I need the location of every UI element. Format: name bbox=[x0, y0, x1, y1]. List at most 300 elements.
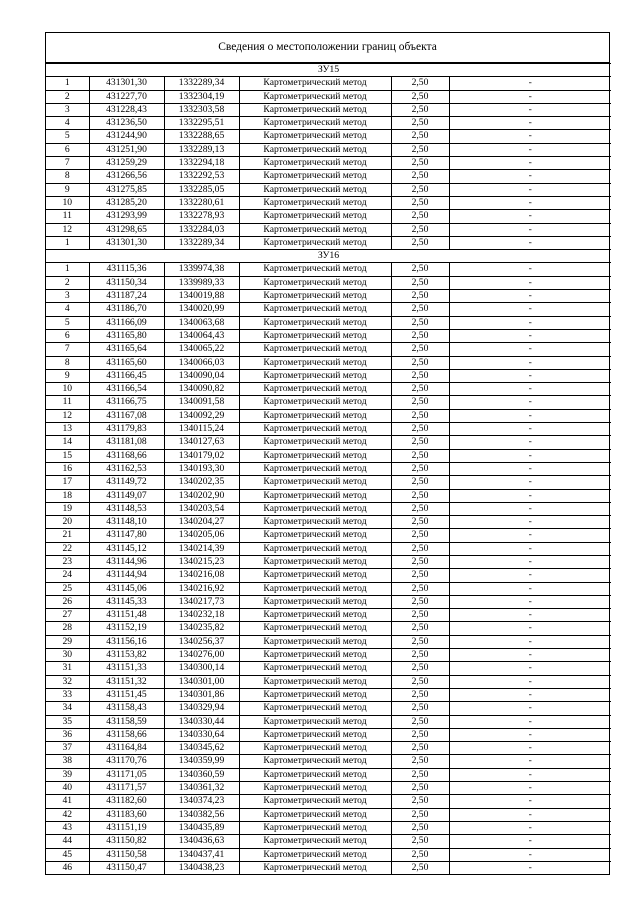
table-row bbox=[46, 396, 611, 409]
table-row bbox=[46, 768, 611, 781]
y-coordinate-cell: 1340202,90 bbox=[164, 489, 239, 502]
y-coordinate-cell: 1340217,73 bbox=[164, 595, 239, 608]
description-cell: - bbox=[449, 702, 611, 715]
x-coordinate-cell: 431301,30 bbox=[89, 77, 164, 90]
method-cell: Картометрический метод bbox=[239, 516, 391, 529]
point-number-cell: 8 bbox=[46, 356, 89, 369]
y-coordinate-cell: 1340329,94 bbox=[164, 702, 239, 715]
accuracy-cell: 2,50 bbox=[391, 369, 449, 382]
x-coordinate-cell: 431147,80 bbox=[89, 529, 164, 542]
method-cell: Картометрический метод bbox=[239, 436, 391, 449]
point-number-cell: 28 bbox=[46, 622, 89, 635]
table-row bbox=[46, 210, 611, 223]
method-cell: Картометрический метод bbox=[239, 449, 391, 462]
description-cell: - bbox=[449, 383, 611, 396]
point-number-cell: 8 bbox=[46, 170, 89, 183]
table-row bbox=[46, 462, 611, 475]
y-coordinate-cell: 1340301,00 bbox=[164, 675, 239, 688]
description-cell: - bbox=[449, 529, 611, 542]
method-cell: Картометрический метод bbox=[239, 117, 391, 130]
accuracy-cell: 2,50 bbox=[391, 516, 449, 529]
coordinates-table bbox=[46, 63, 611, 874]
x-coordinate-cell: 431153,82 bbox=[89, 649, 164, 662]
method-cell: Картометрический метод bbox=[239, 276, 391, 289]
description-cell: - bbox=[449, 476, 611, 489]
point-number-cell: 37 bbox=[46, 742, 89, 755]
x-coordinate-cell: 431145,06 bbox=[89, 582, 164, 595]
table-row bbox=[46, 130, 611, 143]
y-coordinate-cell: 1340256,37 bbox=[164, 635, 239, 648]
method-cell: Картометрический метод bbox=[239, 649, 391, 662]
description-cell: - bbox=[449, 303, 611, 316]
y-coordinate-cell: 1340216,92 bbox=[164, 582, 239, 595]
y-coordinate-cell: 1340202,35 bbox=[164, 476, 239, 489]
description-cell: - bbox=[449, 609, 611, 622]
point-number-cell: 4 bbox=[46, 117, 89, 130]
description-cell: - bbox=[449, 542, 611, 555]
table-row bbox=[46, 343, 611, 356]
table-row bbox=[46, 662, 611, 675]
x-coordinate-cell: 431182,60 bbox=[89, 795, 164, 808]
point-number-cell: 23 bbox=[46, 555, 89, 568]
table-row bbox=[46, 476, 611, 489]
point-number-cell: 27 bbox=[46, 609, 89, 622]
method-cell: Картометрический метод bbox=[239, 423, 391, 436]
x-coordinate-cell: 431151,19 bbox=[89, 821, 164, 834]
y-coordinate-cell: 1340435,89 bbox=[164, 821, 239, 834]
accuracy-cell: 2,50 bbox=[391, 157, 449, 170]
x-coordinate-cell: 431187,24 bbox=[89, 290, 164, 303]
description-cell: - bbox=[449, 90, 611, 103]
x-coordinate-cell: 431285,20 bbox=[89, 196, 164, 209]
table-row bbox=[46, 649, 611, 662]
method-cell: Картометрический метод bbox=[239, 529, 391, 542]
method-cell: Картометрический метод bbox=[239, 848, 391, 861]
description-cell: - bbox=[449, 409, 611, 422]
accuracy-cell: 2,50 bbox=[391, 90, 449, 103]
method-cell: Картометрический метод bbox=[239, 755, 391, 768]
method-cell: Картометрический метод bbox=[239, 316, 391, 329]
description-cell: - bbox=[449, 649, 611, 662]
description-cell: - bbox=[449, 502, 611, 515]
x-coordinate-cell: 431165,64 bbox=[89, 343, 164, 356]
point-number-cell: 25 bbox=[46, 582, 89, 595]
x-coordinate-cell: 431149,72 bbox=[89, 476, 164, 489]
accuracy-cell: 2,50 bbox=[391, 808, 449, 821]
accuracy-cell: 2,50 bbox=[391, 143, 449, 156]
method-cell: Картометрический метод bbox=[239, 835, 391, 848]
y-coordinate-cell: 1340193,30 bbox=[164, 462, 239, 475]
x-coordinate-cell: 431266,56 bbox=[89, 170, 164, 183]
point-number-cell: 19 bbox=[46, 502, 89, 515]
y-coordinate-cell: 1340204,27 bbox=[164, 516, 239, 529]
point-number-cell: 9 bbox=[46, 183, 89, 196]
point-number-cell: 13 bbox=[46, 423, 89, 436]
table-row bbox=[46, 90, 611, 103]
table-row bbox=[46, 742, 611, 755]
description-cell: - bbox=[449, 436, 611, 449]
method-cell: Картометрический метод bbox=[239, 369, 391, 382]
y-coordinate-cell: 1340064,43 bbox=[164, 329, 239, 342]
x-coordinate-cell: 431293,99 bbox=[89, 210, 164, 223]
accuracy-cell: 2,50 bbox=[391, 77, 449, 90]
method-cell: Картометрический метод bbox=[239, 609, 391, 622]
description-cell: - bbox=[449, 835, 611, 848]
table-row bbox=[46, 702, 611, 715]
description-cell: - bbox=[449, 290, 611, 303]
point-number-cell: 18 bbox=[46, 489, 89, 502]
x-coordinate-cell: 431144,96 bbox=[89, 555, 164, 568]
x-coordinate-cell: 431158,66 bbox=[89, 728, 164, 741]
point-number-cell: 6 bbox=[46, 329, 89, 342]
table-row bbox=[46, 595, 611, 608]
method-cell: Картометрический метод bbox=[239, 303, 391, 316]
method-cell: Картометрический метод bbox=[239, 635, 391, 648]
x-coordinate-cell: 431152,19 bbox=[89, 622, 164, 635]
point-number-cell: 1 bbox=[46, 263, 89, 276]
point-number-cell: 22 bbox=[46, 542, 89, 555]
description-cell: - bbox=[449, 143, 611, 156]
y-coordinate-cell: 1340066,03 bbox=[164, 356, 239, 369]
point-number-cell: 11 bbox=[46, 210, 89, 223]
table-row bbox=[46, 183, 611, 196]
description-cell: - bbox=[449, 196, 611, 209]
description-cell: - bbox=[449, 675, 611, 688]
y-coordinate-cell: 1340090,04 bbox=[164, 369, 239, 382]
table-row bbox=[46, 516, 611, 529]
accuracy-cell: 2,50 bbox=[391, 183, 449, 196]
y-coordinate-cell: 1340063,68 bbox=[164, 316, 239, 329]
description-cell: - bbox=[449, 728, 611, 741]
table-row bbox=[46, 555, 611, 568]
description-cell: - bbox=[449, 223, 611, 236]
section-name: ЗУ16 bbox=[46, 250, 611, 263]
accuracy-cell: 2,50 bbox=[391, 343, 449, 356]
y-coordinate-cell: 1340361,32 bbox=[164, 782, 239, 795]
description-cell: - bbox=[449, 569, 611, 582]
point-number-cell: 7 bbox=[46, 343, 89, 356]
x-coordinate-cell: 431150,34 bbox=[89, 276, 164, 289]
accuracy-cell: 2,50 bbox=[391, 569, 449, 582]
x-coordinate-cell: 431148,53 bbox=[89, 502, 164, 515]
point-number-cell: 5 bbox=[46, 130, 89, 143]
table-row bbox=[46, 449, 611, 462]
point-number-cell: 10 bbox=[46, 196, 89, 209]
table-row bbox=[46, 688, 611, 701]
description-cell: - bbox=[449, 662, 611, 675]
accuracy-cell: 2,50 bbox=[391, 290, 449, 303]
method-cell: Картометрический метод bbox=[239, 130, 391, 143]
accuracy-cell: 2,50 bbox=[391, 861, 449, 874]
accuracy-cell: 2,50 bbox=[391, 795, 449, 808]
description-cell: - bbox=[449, 715, 611, 728]
accuracy-cell: 2,50 bbox=[391, 529, 449, 542]
accuracy-cell: 2,50 bbox=[391, 303, 449, 316]
point-number-cell: 33 bbox=[46, 688, 89, 701]
y-coordinate-cell: 1340115,24 bbox=[164, 423, 239, 436]
accuracy-cell: 2,50 bbox=[391, 130, 449, 143]
x-coordinate-cell: 431151,48 bbox=[89, 609, 164, 622]
table-row bbox=[46, 821, 611, 834]
method-cell: Картометрический метод bbox=[239, 223, 391, 236]
x-coordinate-cell: 431150,58 bbox=[89, 848, 164, 861]
table-row bbox=[46, 609, 611, 622]
description-cell: - bbox=[449, 742, 611, 755]
description-cell: - bbox=[449, 622, 611, 635]
table-row bbox=[46, 383, 611, 396]
point-number-cell: 24 bbox=[46, 569, 89, 582]
y-coordinate-cell: 1340330,44 bbox=[164, 715, 239, 728]
description-cell: - bbox=[449, 449, 611, 462]
table-row bbox=[46, 569, 611, 582]
y-coordinate-cell: 1340215,23 bbox=[164, 555, 239, 568]
accuracy-cell: 2,50 bbox=[391, 436, 449, 449]
section-name: ЗУ15 bbox=[46, 64, 611, 77]
table-row bbox=[46, 675, 611, 688]
description-cell: - bbox=[449, 582, 611, 595]
point-number-cell: 4 bbox=[46, 303, 89, 316]
accuracy-cell: 2,50 bbox=[391, 582, 449, 595]
x-coordinate-cell: 431167,08 bbox=[89, 409, 164, 422]
table-row bbox=[46, 316, 611, 329]
y-coordinate-cell: 1340091,58 bbox=[164, 396, 239, 409]
description-cell: - bbox=[449, 861, 611, 874]
point-number-cell: 6 bbox=[46, 143, 89, 156]
point-number-cell: 20 bbox=[46, 516, 89, 529]
y-coordinate-cell: 1340382,56 bbox=[164, 808, 239, 821]
point-number-cell: 7 bbox=[46, 157, 89, 170]
x-coordinate-cell: 431251,90 bbox=[89, 143, 164, 156]
x-coordinate-cell: 431183,60 bbox=[89, 808, 164, 821]
description-cell: - bbox=[449, 183, 611, 196]
point-number-cell: 39 bbox=[46, 768, 89, 781]
description-cell: - bbox=[449, 821, 611, 834]
accuracy-cell: 2,50 bbox=[391, 103, 449, 116]
x-coordinate-cell: 431275,85 bbox=[89, 183, 164, 196]
y-coordinate-cell: 1340020,99 bbox=[164, 303, 239, 316]
y-coordinate-cell: 1340127,63 bbox=[164, 436, 239, 449]
table-row bbox=[46, 157, 611, 170]
table-row bbox=[46, 436, 611, 449]
accuracy-cell: 2,50 bbox=[391, 316, 449, 329]
method-cell: Картометрический метод bbox=[239, 183, 391, 196]
accuracy-cell: 2,50 bbox=[391, 542, 449, 555]
description-cell: - bbox=[449, 236, 611, 249]
description-cell: - bbox=[449, 808, 611, 821]
method-cell: Картометрический метод bbox=[239, 462, 391, 475]
method-cell: Картометрический метод bbox=[239, 795, 391, 808]
method-cell: Картометрический метод bbox=[239, 662, 391, 675]
description-cell: - bbox=[449, 369, 611, 382]
accuracy-cell: 2,50 bbox=[391, 276, 449, 289]
accuracy-cell: 2,50 bbox=[391, 675, 449, 688]
table-row bbox=[46, 290, 611, 303]
accuracy-cell: 2,50 bbox=[391, 383, 449, 396]
x-coordinate-cell: 431244,90 bbox=[89, 130, 164, 143]
table-row bbox=[46, 196, 611, 209]
point-number-cell: 16 bbox=[46, 462, 89, 475]
point-number-cell: 15 bbox=[46, 449, 89, 462]
y-coordinate-cell: 1340090,82 bbox=[164, 383, 239, 396]
point-number-cell: 5 bbox=[46, 316, 89, 329]
method-cell: Картометрический метод bbox=[239, 582, 391, 595]
description-cell: - bbox=[449, 795, 611, 808]
x-coordinate-cell: 431179,83 bbox=[89, 423, 164, 436]
table-row bbox=[46, 728, 611, 741]
accuracy-cell: 2,50 bbox=[391, 782, 449, 795]
x-coordinate-cell: 431165,60 bbox=[89, 356, 164, 369]
x-coordinate-cell: 431149,07 bbox=[89, 489, 164, 502]
method-cell: Картометрический метод bbox=[239, 383, 391, 396]
accuracy-cell: 2,50 bbox=[391, 742, 449, 755]
accuracy-cell: 2,50 bbox=[391, 622, 449, 635]
table-row bbox=[46, 409, 611, 422]
x-coordinate-cell: 431171,05 bbox=[89, 768, 164, 781]
point-number-cell: 45 bbox=[46, 848, 89, 861]
method-cell: Картометрический метод bbox=[239, 542, 391, 555]
method-cell: Картометрический метод bbox=[239, 329, 391, 342]
accuracy-cell: 2,50 bbox=[391, 462, 449, 475]
method-cell: Картометрический метод bbox=[239, 103, 391, 116]
x-coordinate-cell: 431151,33 bbox=[89, 662, 164, 675]
y-coordinate-cell: 1340232,18 bbox=[164, 609, 239, 622]
method-cell: Картометрический метод bbox=[239, 489, 391, 502]
table-row bbox=[46, 529, 611, 542]
method-cell: Картометрический метод bbox=[239, 263, 391, 276]
y-coordinate-cell: 1339974,38 bbox=[164, 263, 239, 276]
accuracy-cell: 2,50 bbox=[391, 649, 449, 662]
description-cell: - bbox=[449, 356, 611, 369]
table-row bbox=[46, 303, 611, 316]
y-coordinate-cell: 1340300,14 bbox=[164, 662, 239, 675]
x-coordinate-cell: 431298,65 bbox=[89, 223, 164, 236]
method-cell: Картометрический метод bbox=[239, 595, 391, 608]
x-coordinate-cell: 431236,50 bbox=[89, 117, 164, 130]
x-coordinate-cell: 431151,32 bbox=[89, 675, 164, 688]
x-coordinate-cell: 431227,70 bbox=[89, 90, 164, 103]
description-cell: - bbox=[449, 768, 611, 781]
accuracy-cell: 2,50 bbox=[391, 117, 449, 130]
y-coordinate-cell: 1332278,93 bbox=[164, 210, 239, 223]
y-coordinate-cell: 1332280,61 bbox=[164, 196, 239, 209]
x-coordinate-cell: 431228,43 bbox=[89, 103, 164, 116]
point-number-cell: 35 bbox=[46, 715, 89, 728]
y-coordinate-cell: 1332289,34 bbox=[164, 236, 239, 249]
method-cell: Картометрический метод bbox=[239, 622, 391, 635]
method-cell: Картометрический метод bbox=[239, 143, 391, 156]
y-coordinate-cell: 1332294,18 bbox=[164, 157, 239, 170]
point-number-cell: 43 bbox=[46, 821, 89, 834]
boundary-document bbox=[45, 32, 610, 875]
method-cell: Картометрический метод bbox=[239, 821, 391, 834]
y-coordinate-cell: 1332285,05 bbox=[164, 183, 239, 196]
accuracy-cell: 2,50 bbox=[391, 489, 449, 502]
x-coordinate-cell: 431164,84 bbox=[89, 742, 164, 755]
y-coordinate-cell: 1340345,62 bbox=[164, 742, 239, 755]
description-cell: - bbox=[449, 77, 611, 90]
x-coordinate-cell: 431115,36 bbox=[89, 263, 164, 276]
table-row bbox=[46, 117, 611, 130]
description-cell: - bbox=[449, 423, 611, 436]
x-coordinate-cell: 431166,54 bbox=[89, 383, 164, 396]
point-number-cell: 9 bbox=[46, 369, 89, 382]
point-number-cell: 29 bbox=[46, 635, 89, 648]
accuracy-cell: 2,50 bbox=[391, 595, 449, 608]
method-cell: Картометрический метод bbox=[239, 476, 391, 489]
y-coordinate-cell: 1340092,29 bbox=[164, 409, 239, 422]
accuracy-cell: 2,50 bbox=[391, 263, 449, 276]
table-row bbox=[46, 143, 611, 156]
section-header-row bbox=[46, 250, 611, 263]
point-number-cell: 21 bbox=[46, 529, 89, 542]
description-cell: - bbox=[449, 170, 611, 183]
point-number-cell: 10 bbox=[46, 383, 89, 396]
x-coordinate-cell: 431150,47 bbox=[89, 861, 164, 874]
table-row bbox=[46, 808, 611, 821]
method-cell: Картометрический метод bbox=[239, 742, 391, 755]
description-cell: - bbox=[449, 489, 611, 502]
description-cell: - bbox=[449, 635, 611, 648]
table-row bbox=[46, 423, 611, 436]
method-cell: Картометрический метод bbox=[239, 702, 391, 715]
point-number-cell: 32 bbox=[46, 675, 89, 688]
y-coordinate-cell: 1332289,34 bbox=[164, 77, 239, 90]
point-number-cell: 12 bbox=[46, 409, 89, 422]
y-coordinate-cell: 1339989,33 bbox=[164, 276, 239, 289]
description-cell: - bbox=[449, 396, 611, 409]
method-cell: Картометрический метод bbox=[239, 396, 391, 409]
table-row bbox=[46, 489, 611, 502]
y-coordinate-cell: 1340065,22 bbox=[164, 343, 239, 356]
y-coordinate-cell: 1340216,08 bbox=[164, 569, 239, 582]
description-cell: - bbox=[449, 462, 611, 475]
x-coordinate-cell: 431181,08 bbox=[89, 436, 164, 449]
point-number-cell: 26 bbox=[46, 595, 89, 608]
method-cell: Картометрический метод bbox=[239, 90, 391, 103]
accuracy-cell: 2,50 bbox=[391, 356, 449, 369]
description-cell: - bbox=[449, 343, 611, 356]
x-coordinate-cell: 431156,16 bbox=[89, 635, 164, 648]
accuracy-cell: 2,50 bbox=[391, 702, 449, 715]
document-title: Сведения о местоположении границ объекта bbox=[46, 33, 609, 63]
point-number-cell: 42 bbox=[46, 808, 89, 821]
y-coordinate-cell: 1332289,13 bbox=[164, 143, 239, 156]
x-coordinate-cell: 431170,76 bbox=[89, 755, 164, 768]
point-number-cell: 12 bbox=[46, 223, 89, 236]
x-coordinate-cell: 431259,29 bbox=[89, 157, 164, 170]
table-row bbox=[46, 782, 611, 795]
point-number-cell: 36 bbox=[46, 728, 89, 741]
table-row bbox=[46, 835, 611, 848]
table-row bbox=[46, 755, 611, 768]
x-coordinate-cell: 431168,66 bbox=[89, 449, 164, 462]
x-coordinate-cell: 431144,94 bbox=[89, 569, 164, 582]
method-cell: Картометрический метод bbox=[239, 715, 391, 728]
description-cell: - bbox=[449, 329, 611, 342]
table-row bbox=[46, 542, 611, 555]
point-number-cell: 11 bbox=[46, 396, 89, 409]
description-cell: - bbox=[449, 755, 611, 768]
accuracy-cell: 2,50 bbox=[391, 423, 449, 436]
description-cell: - bbox=[449, 263, 611, 276]
accuracy-cell: 2,50 bbox=[391, 396, 449, 409]
method-cell: Картометрический метод bbox=[239, 343, 391, 356]
accuracy-cell: 2,50 bbox=[391, 170, 449, 183]
method-cell: Картометрический метод bbox=[239, 675, 391, 688]
point-number-cell: 3 bbox=[46, 103, 89, 116]
point-number-cell: 2 bbox=[46, 276, 89, 289]
accuracy-cell: 2,50 bbox=[391, 236, 449, 249]
